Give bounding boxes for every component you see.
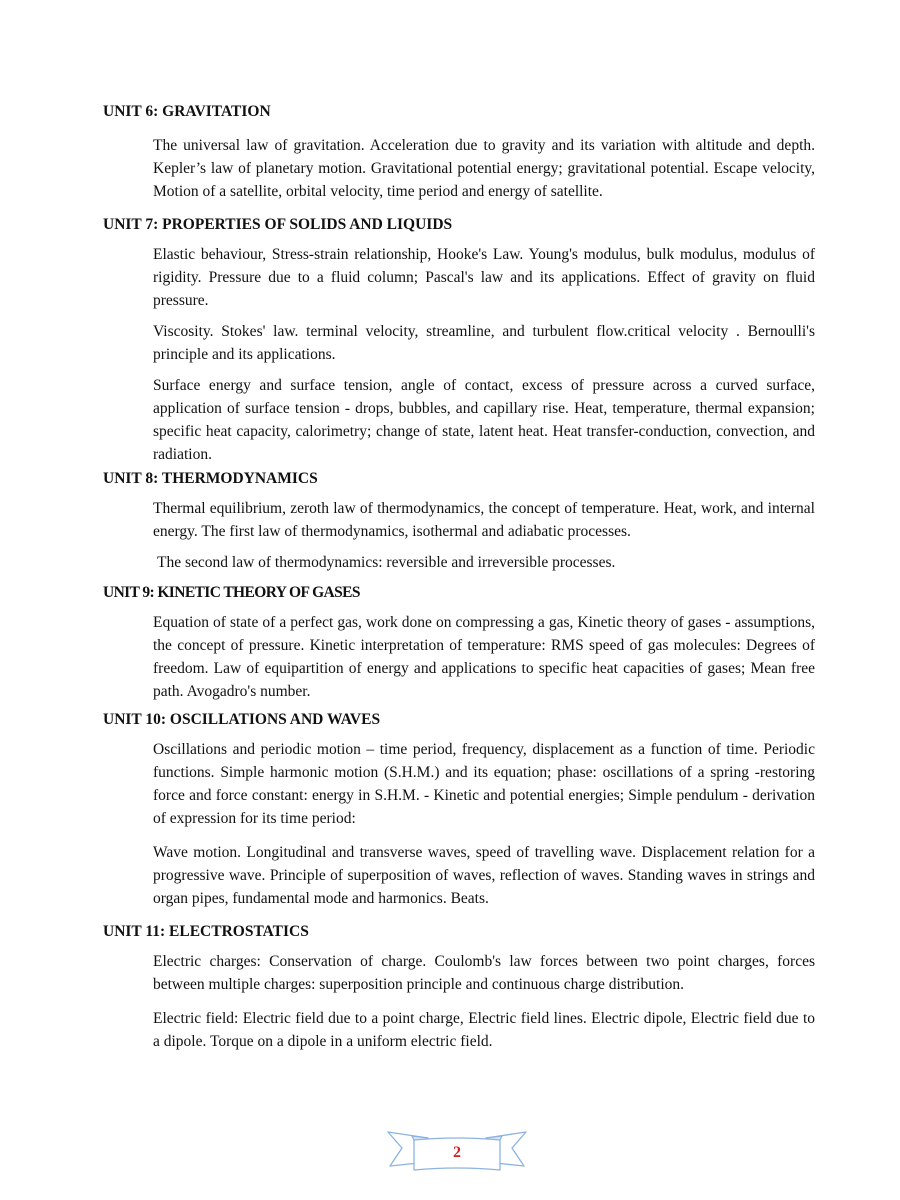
unit-8-heading: UNIT 8: THERMODYNAMICS xyxy=(103,470,318,487)
page-footer xyxy=(382,1126,532,1178)
unit-8-paragraph-1: Thermal equilibrium, zeroth law of thermodynamics, the concept of temperature. Heat, work, and internal energy. The first law of thermodynamics, isothermal and adiabatic processes. xyxy=(153,500,815,540)
unit-11-section xyxy=(103,922,815,1053)
unit-7-heading: UNIT 7: PROPERTIES OF SOLIDS AND LIQUIDS xyxy=(103,216,453,233)
unit-10-section xyxy=(103,710,815,910)
unit-6-paragraph-1: The universal law of gravitation. Acceleration due to gravity and its variation with altitude and depth. Kepler’s law of planetary motion. Gravitational potential energy; gravitational potential. Escape velocity, Motion of a satellite, orbital velocity, time period and energy of satellite. xyxy=(153,137,815,200)
unit-6-heading: UNIT 6: GRAVITATION xyxy=(103,103,271,120)
unit-11-paragraph-2: Electric field: Electric field due to a point charge, Electric field lines. Electric dipole, Electric field due to a dipole. Torque on a dipole in a uniform electric field. xyxy=(153,1010,815,1050)
unit-7-paragraph-3: Surface energy and surface tension, angle of contact, excess of pressure across a curved surface, application of surface tension - drops, bubbles, and capillary rise. Heat, temperature, thermal expansion; specific heat capacity, calorimetry; change of state, latent heat. Heat transfer-conduction, convection, and radiation. xyxy=(153,377,815,463)
unit-9-paragraph-1: Equation of state of a perfect gas, work done on compressing a gas, Kinetic theory of gases - assumptions, the concept of pressure. Kinetic interpretation of temperature: RMS speed of gas molecules: Degrees of freedom. Law of equipartition of energy and applications to specific heat capacities of gases; Mean free path. Avogadro's number. xyxy=(153,614,815,700)
unit-11-paragraph-1: Electric charges: Conservation of charge. Coulomb's law forces between two point charges, forces between multiple charges: superposition principle and continuous charge distribution. xyxy=(153,953,815,993)
page-number: 2 xyxy=(453,1144,461,1161)
unit-7-section xyxy=(103,215,815,466)
unit-11-heading: UNIT 11: ELECTROSTATICS xyxy=(103,923,309,940)
unit-8-section xyxy=(103,469,815,574)
unit-9-section xyxy=(103,583,815,703)
unit-10-heading: UNIT 10: OSCILLATIONS AND WAVES xyxy=(103,711,381,728)
unit-6-section xyxy=(103,102,815,203)
unit-8-paragraph-2: The second law of thermodynamics: reversible and irreversible processes. xyxy=(157,554,616,571)
unit-10-paragraph-1: Oscillations and periodic motion – time period, frequency, displacement as a function of time. Periodic functions. Simple harmonic motion (S.H.M.) and its equation; phase: oscillations of a spring -restoring force and force constant: energy in S.H.M. - Kinetic and potential energies; Simple pendulum - derivation of expression for its time period: xyxy=(153,741,815,827)
unit-7-paragraph-2: Viscosity. Stokes' law. terminal velocity, streamline, and turbulent flow.critical velocity . Bernoulli's principle and its applications. xyxy=(153,323,815,363)
unit-7-paragraph-1: Elastic behaviour, Stress-strain relationship, Hooke's Law. Young's modulus, bulk modulus, modulus of rigidity. Pressure due to a fluid column; Pascal's law and its applications. Effect of gravity on fluid pressure. xyxy=(153,246,815,309)
unit-9-heading: UNIT 9: KINETIC THEORY OF GASES xyxy=(103,584,360,601)
unit-10-paragraph-2: Wave motion. Longitudinal and transverse waves, speed of travelling wave. Displacement relation for a progressive wave. Principle of superposition of waves, reflection of waves. Standing waves in strings and organ pipes, fundamental mode and harmonics. Beats. xyxy=(153,844,815,907)
